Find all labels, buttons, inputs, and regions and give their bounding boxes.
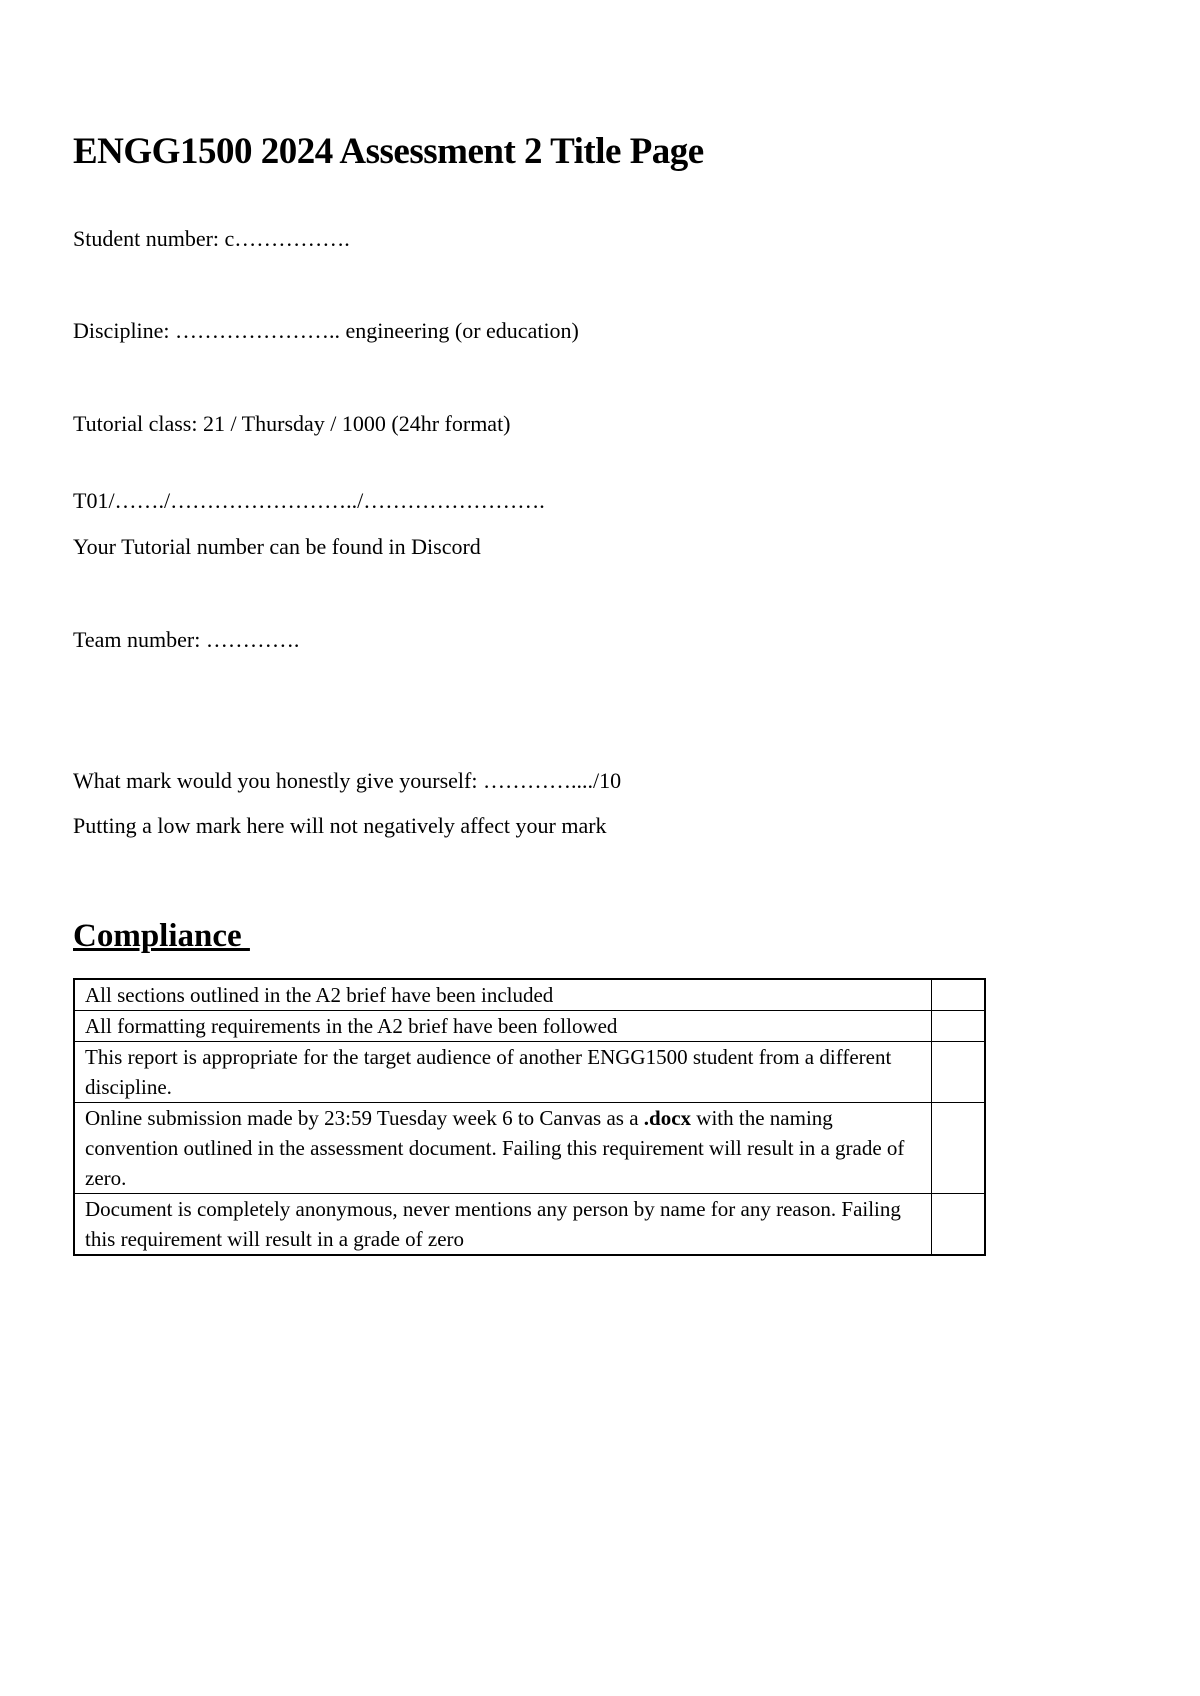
compliance-checkbox-cell[interactable] <box>932 1011 986 1042</box>
compliance-checkbox-cell[interactable] <box>932 1042 986 1103</box>
compliance-item-text-before: Online submission made by 23:59 Tuesday week 6 to Canvas as a <box>85 1106 644 1130</box>
compliance-item-file-type: .docx <box>643 1106 692 1130</box>
self-mark-field: What mark would you honestly give yourself: …………..../10 <box>73 768 622 793</box>
table-row <box>74 1103 985 1194</box>
compliance-item-text: All sections outlined in the A2 brief have been included <box>74 979 932 1011</box>
tutorial-note: Your Tutorial number can be found in Discord <box>73 534 481 559</box>
table-row <box>74 1194 985 1256</box>
table-row <box>74 1042 985 1103</box>
compliance-heading: Compliance <box>73 918 250 954</box>
self-mark-note: Putting a low mark here will not negatively affect your mark <box>73 813 607 838</box>
student-number-field: Student number: c……………. <box>73 226 350 251</box>
table-row <box>74 1011 985 1042</box>
compliance-item-text: Document is completely anonymous, never mentions any person by name for any reason. Failing this requirement will result in a grade of zero <box>74 1194 932 1256</box>
team-number-field: Team number: …………. <box>73 627 300 652</box>
compliance-item-text: All formatting requirements in the A2 brief have been followed <box>74 1011 932 1042</box>
compliance-item-text: This report is appropriate for the target audience of another ENGG1500 student from a different discipline. <box>74 1042 932 1103</box>
compliance-checkbox-cell[interactable] <box>932 1103 986 1194</box>
discipline-field: Discipline: ………………….. engineering (or education) <box>73 318 579 343</box>
table-row <box>74 979 985 1011</box>
compliance-item-text-after: with the naming convention outlined in the assessment document. Failing this requirement will result in a grade of zero. <box>85 1106 905 1190</box>
page-title: ENGG1500 2024 Assessment 2 Title Page <box>73 131 704 172</box>
tutorial-class-field: Tutorial class: 21 / Thursday / 1000 (24hr format) <box>73 411 511 436</box>
compliance-table <box>73 978 986 1256</box>
tutorial-code-field: T01/……./……………………../……………………. <box>73 488 545 513</box>
compliance-checkbox-cell[interactable] <box>932 1194 986 1256</box>
compliance-item-text <box>74 1103 932 1194</box>
compliance-checkbox-cell[interactable] <box>932 979 986 1011</box>
